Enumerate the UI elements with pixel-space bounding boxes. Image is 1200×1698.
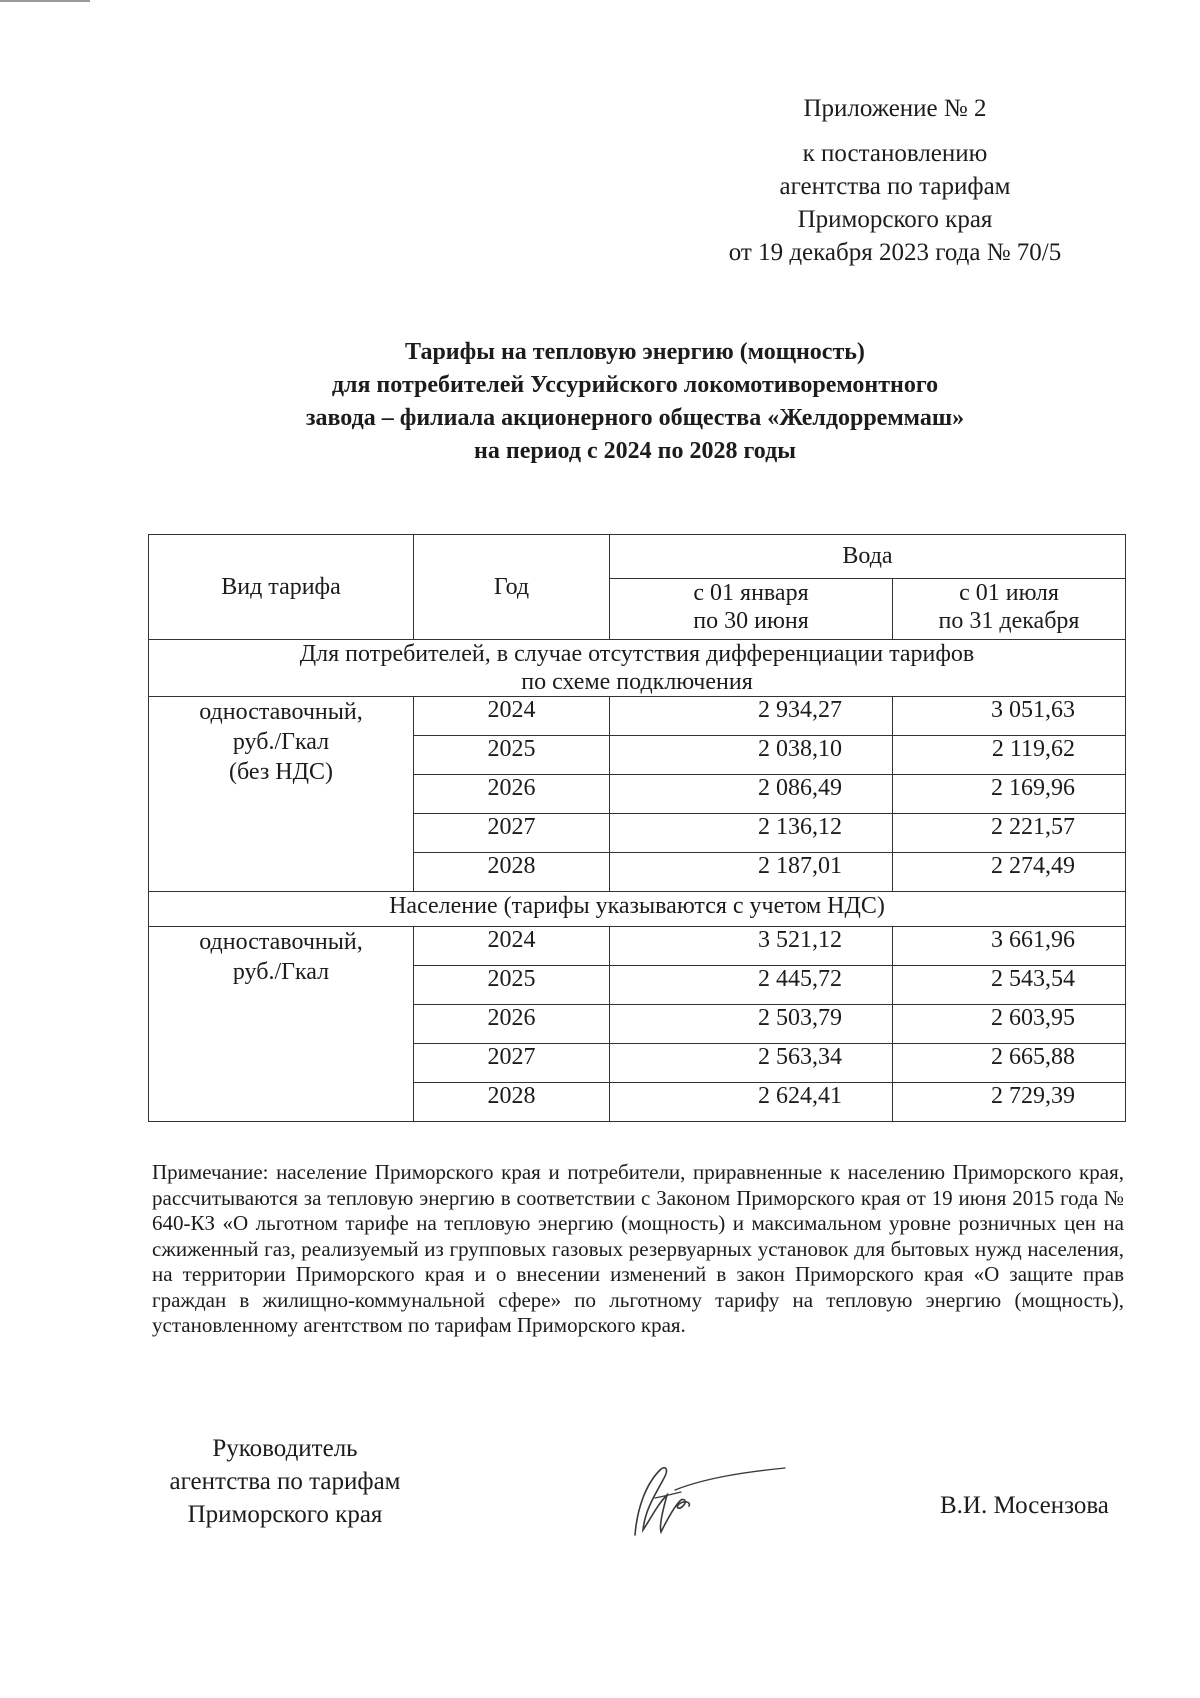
year-cell: 2027: [414, 814, 610, 853]
tariff-h2-cell: 2 665,88: [893, 1044, 1126, 1083]
tariff-h1-cell: 2 624,41: [610, 1083, 893, 1122]
tariff-h1-cell: 2 503,79: [610, 1005, 893, 1044]
tariff-kind-line: (без НДС): [228, 759, 333, 785]
tariff-kind-cell: [149, 927, 414, 1122]
appendix-line: к постановлению: [802, 140, 988, 167]
section-heading-line: Для потребителей, в случае отсутствия дифференциации тарифов: [299, 641, 975, 667]
tariff-h1-cell: 2 038,10: [610, 736, 893, 775]
title-line: завода – филиала акционерного общества «Желдорреммаш»: [305, 405, 965, 431]
header-tariff-type: Вид тарифа: [149, 535, 414, 640]
period-2-line: по 31 декабря: [938, 608, 1080, 634]
tariff-h1-cell: 3 521,12: [610, 927, 893, 966]
year-cell: 2028: [414, 1083, 610, 1122]
tariff-h2-cell: 3 661,96: [893, 927, 1126, 966]
period-1-line: с 01 января: [693, 580, 809, 606]
tariff-h1-cell: 2 563,34: [610, 1044, 893, 1083]
year-cell: 2024: [414, 697, 610, 736]
title-line: для потребителей Уссурийского локомотиворемонтного: [331, 372, 939, 398]
document-title: [200, 336, 1070, 468]
tariff-h2-cell: 2 543,54: [893, 966, 1126, 1005]
appendix-line: агентства по тарифам: [779, 173, 1011, 200]
period-1-line: по 30 июня: [693, 608, 809, 634]
header-water: Вода: [610, 535, 1126, 579]
tariff-h1-cell: 2 445,72: [610, 966, 893, 1005]
year-cell: 2028: [414, 853, 610, 892]
title-line: Тарифы на тепловую энергию (мощность): [405, 339, 865, 365]
section-heading-row: [149, 892, 1126, 927]
table-header-row: [149, 535, 1126, 579]
period-2-line: с 01 июля: [959, 580, 1059, 606]
signer-position-line: агентства по тарифам: [169, 1468, 401, 1495]
tariff-h1-cell: 2 136,12: [610, 814, 893, 853]
tariff-kind-line: руб./Гкал: [232, 729, 330, 755]
signer-name: В.И. Мосензова: [940, 1492, 1109, 1519]
tariff-h2-cell: 2 221,57: [893, 814, 1126, 853]
tariff-h2-cell: 2 729,39: [893, 1083, 1126, 1122]
note-paragraph: Примечание: население Приморского края и потребители, приравненные к населению Приморского края, рассчитываются за тепловую энергию в соответствии с Законом Приморского края от 19 июня 2015 года № 640-КЗ «О льготном тарифе на тепловую энергию (мощность) и максимальном уровне розничных цен на сжиженный газ, реализуемый из групповых газовых резервуарных установок для бытовых нужд населения, на территории Приморского края и о внесении изменений в закон Приморского края «О защите прав граждан в жилищно-коммунальной сфере» по льготному тарифу на тепловую энергию (мощность), установленному агентством по тарифам Приморского края.: [152, 1160, 1124, 1337]
year-cell: 2025: [414, 966, 610, 1005]
signer-position: [140, 1432, 430, 1531]
tariff-kind-line: одноставочный,: [199, 699, 363, 725]
tariff-h1-cell: 2 086,49: [610, 775, 893, 814]
appendix-number: Приложение № 2: [803, 95, 987, 122]
year-cell: 2026: [414, 1005, 610, 1044]
title-line: на период с 2024 по 2028 годы: [474, 438, 796, 464]
year-cell: 2025: [414, 736, 610, 775]
tariff-h2-cell: 2 169,96: [893, 775, 1126, 814]
table-row: [149, 697, 1126, 736]
scan-edge-mark: [0, 0, 90, 2]
handwritten-signature: [615, 1450, 795, 1550]
tariff-h2-cell: 2 603,95: [893, 1005, 1126, 1044]
year-cell: 2026: [414, 775, 610, 814]
signer-position-line: Руководитель: [212, 1435, 358, 1462]
section-heading-consumers: [149, 640, 1126, 697]
header-year: Год: [414, 535, 610, 640]
section-heading-row: [149, 640, 1126, 697]
tariff-h2-cell: 2 274,49: [893, 853, 1126, 892]
appendix-date: от 19 декабря 2023 года № 70/5: [728, 239, 1062, 266]
year-cell: 2027: [414, 1044, 610, 1083]
tariff-kind-line: руб./Гкал: [232, 959, 330, 985]
tariff-h1-cell: 2 934,27: [610, 697, 893, 736]
appendix-line: Приморского края: [797, 206, 993, 233]
year-cell: 2024: [414, 927, 610, 966]
signer-position-line: Приморского края: [187, 1501, 383, 1528]
section-heading-line: по схеме подключения: [521, 669, 753, 695]
table-row: [149, 927, 1126, 966]
header-period-1: [610, 579, 893, 640]
section-heading-population: Население (тарифы указываются с учетом НДС): [149, 892, 1126, 927]
tariff-h2-cell: 2 119,62: [893, 736, 1126, 775]
tariff-table: [148, 534, 1126, 1122]
tariff-h1-cell: 2 187,01: [610, 853, 893, 892]
appendix-header: [690, 92, 1100, 269]
tariff-kind-line: одноставочный,: [199, 929, 363, 955]
tariff-h2-cell: 3 051,63: [893, 697, 1126, 736]
tariff-kind-cell: [149, 697, 414, 892]
header-period-2: [893, 579, 1126, 640]
